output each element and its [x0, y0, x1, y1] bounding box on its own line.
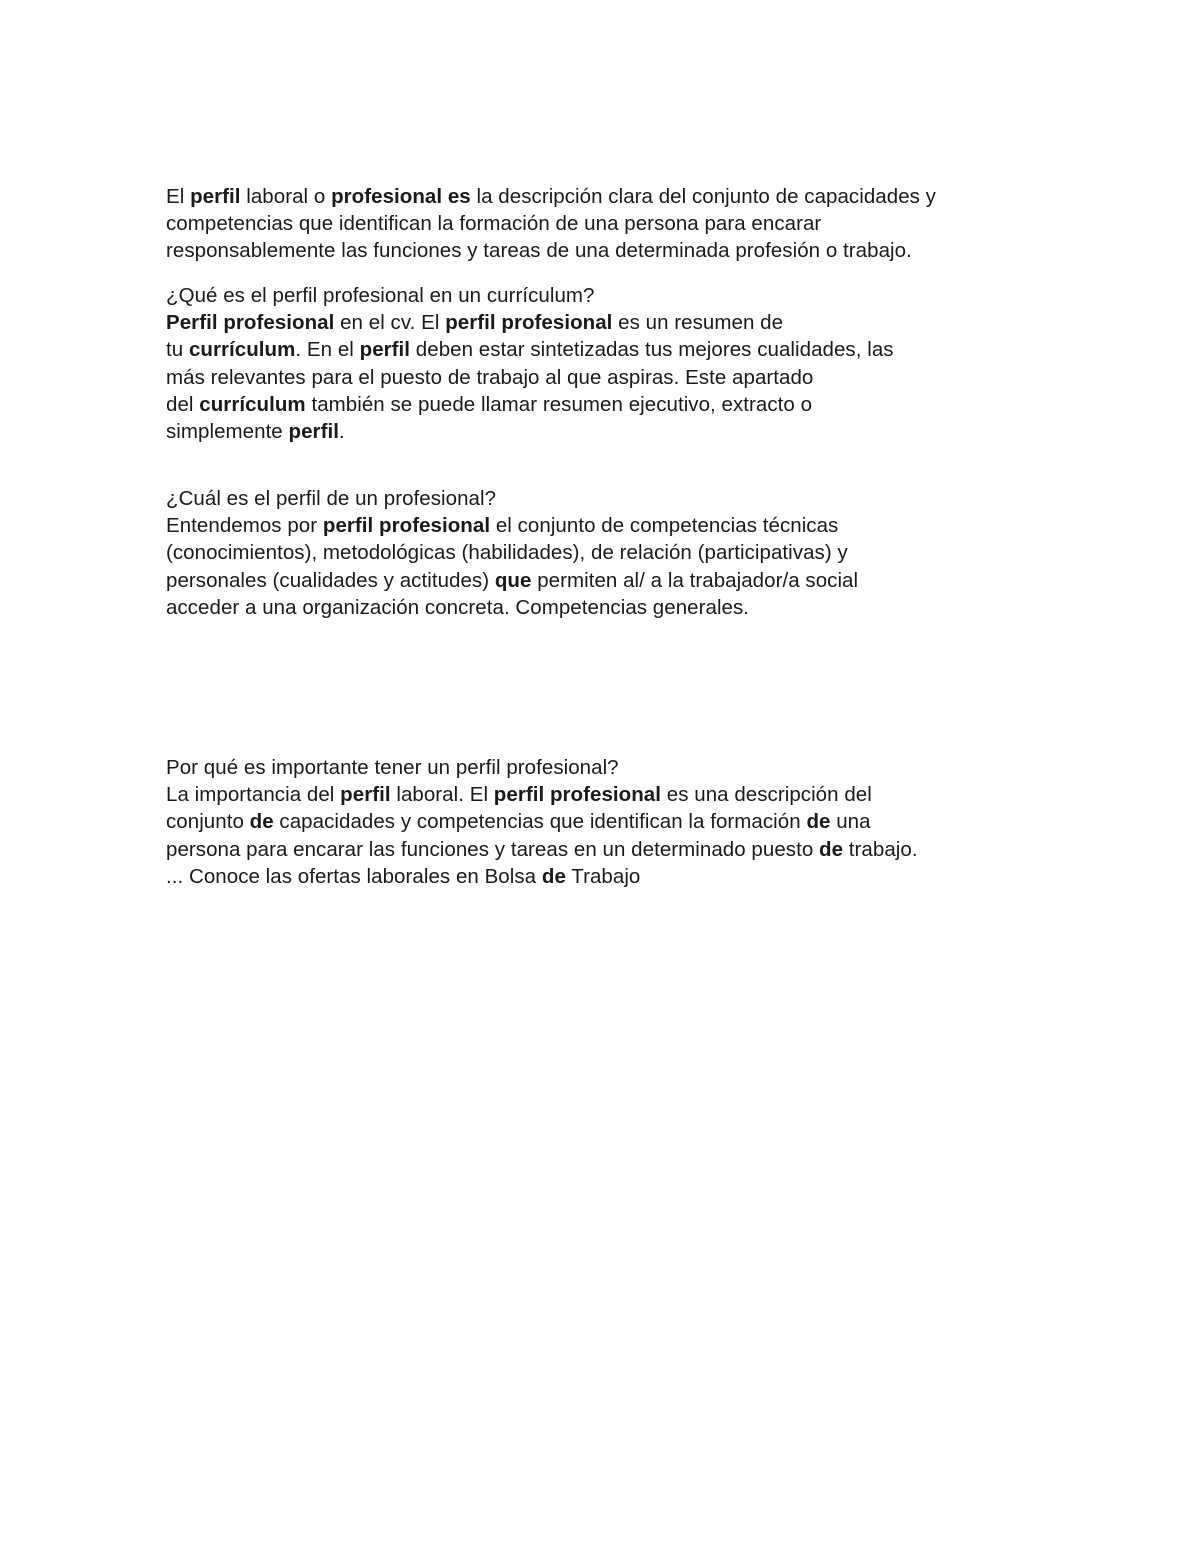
bold-text-run: perfil	[340, 783, 391, 807]
text-run: persona para encarar las funciones y tareas en un determinado puesto	[166, 837, 820, 861]
text-line	[166, 183, 1066, 210]
text-line	[166, 309, 1066, 336]
text-run: es una descripción del	[661, 783, 872, 807]
text-run: una	[830, 810, 871, 834]
text-line	[166, 539, 1066, 566]
text-line	[166, 836, 1066, 863]
text-line	[166, 863, 1066, 890]
text-run: la descripción clara del conjunto de capacidades y	[470, 185, 936, 208]
bold-text-run: que	[494, 568, 532, 592]
text-run: simplemente	[166, 420, 289, 444]
section-body	[166, 781, 1066, 890]
bold-text-run: de	[249, 810, 274, 834]
bold-text-run: de	[541, 864, 566, 888]
text-run: trabajo.	[843, 837, 918, 861]
section-heading: ¿Cuál es el perfil de un profesional?	[166, 487, 497, 510]
text-run: es un resumen de	[612, 311, 784, 335]
text-line	[166, 567, 1066, 594]
text-line	[166, 391, 1066, 418]
text-run: en el cv. El	[334, 311, 446, 335]
text-line	[166, 210, 1066, 237]
text-line	[166, 418, 1066, 445]
text-run: (conocimientos), metodológicas (habilidades), de relación (participativas) y	[166, 541, 848, 565]
text-run: acceder a una organización concreta. Competencias generales.	[166, 595, 750, 619]
bold-text-run: Perfil profesional	[166, 311, 335, 335]
bold-text-run: perfil	[359, 338, 411, 362]
section-importance	[166, 754, 1066, 890]
text-run: tu	[166, 338, 189, 362]
text-run: ... Conoce las ofertas laborales en Bolsa	[166, 864, 542, 888]
text-line	[166, 781, 1066, 808]
text-run: Entendemos por	[166, 514, 323, 538]
text-run: competencias que identifican la formación de una persona para encarar	[166, 212, 822, 236]
text-run: responsablemente las funciones y tareas de una determinada profesión o trabajo.	[166, 239, 912, 263]
bold-text-run: de	[819, 837, 844, 861]
text-run: deben estar sintetizadas tus mejores cualidades, las	[410, 338, 894, 362]
text-run: personales (cualidades y actitudes)	[166, 568, 495, 592]
text-run: . En el	[295, 338, 360, 362]
section-heading: Por qué es importante tener un perfil profesional?	[166, 756, 619, 779]
section-professional-profile	[166, 485, 1066, 621]
text-run: El	[166, 185, 191, 208]
text-line	[166, 512, 1066, 539]
bold-text-run: perfil profesional	[322, 514, 491, 538]
text-run: La importancia del	[166, 783, 341, 807]
bold-text-run: perfil	[190, 185, 241, 208]
text-line	[166, 808, 1066, 835]
section-body	[166, 309, 1066, 445]
bold-text-run: perfil profesional	[493, 783, 661, 807]
bold-text-run: currículum	[188, 338, 296, 362]
bold-text-run: de	[806, 810, 831, 834]
text-line	[166, 336, 1066, 363]
text-run: laboral. El	[390, 783, 494, 807]
text-run: laboral o	[240, 185, 332, 208]
bold-text-run: perfil profesional	[445, 311, 613, 335]
text-run: más relevantes para el puesto de trabajo al que aspiras. Este apartado	[166, 365, 814, 389]
section-cv-profile	[166, 282, 1066, 445]
text-run: permiten al/ a la trabajador/a social	[531, 568, 859, 592]
text-line	[166, 364, 1066, 391]
text-run: .	[338, 420, 345, 444]
text-run: el conjunto de competencias técnicas	[490, 514, 839, 538]
text-run: del	[166, 392, 200, 416]
section-body	[166, 512, 1066, 621]
text-line	[166, 237, 1066, 264]
bold-text-run: perfil	[288, 420, 339, 444]
bold-text-run: profesional es	[331, 185, 471, 208]
text-line	[166, 594, 1066, 621]
intro-paragraph	[166, 183, 1066, 265]
section-heading: ¿Qué es el perfil profesional en un currículum?	[166, 284, 595, 307]
text-run: conjunto	[166, 810, 250, 834]
text-run: capacidades y competencias que identifican la formación	[273, 810, 807, 834]
text-run: también se puede llamar resumen ejecutivo, extracto o	[305, 392, 813, 416]
text-run: Trabajo	[565, 864, 641, 888]
bold-text-run: currículum	[199, 392, 306, 416]
